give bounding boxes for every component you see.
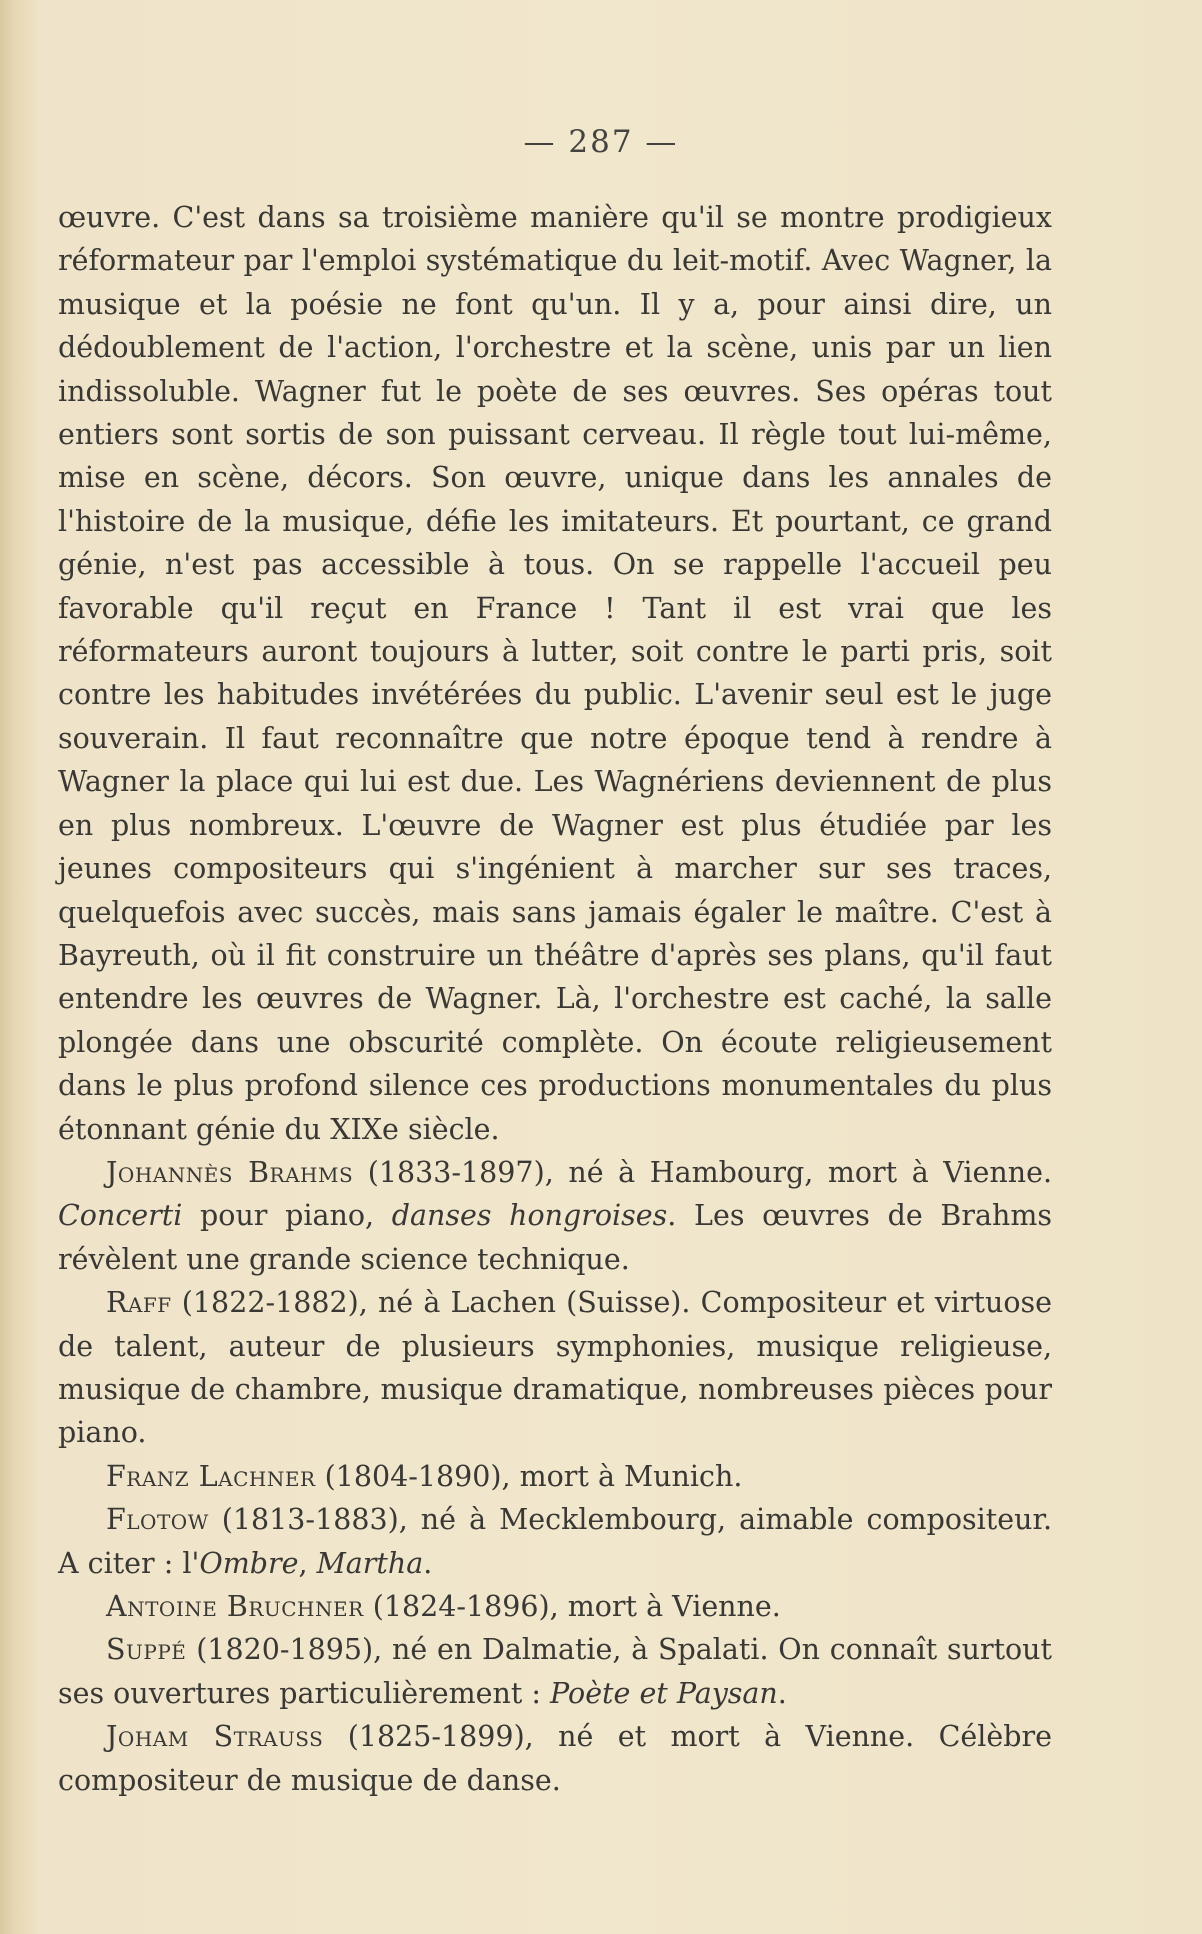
entry-strauss	[58, 1715, 1052, 1802]
work-title: Martha	[316, 1546, 424, 1580]
work-title: Concerti	[58, 1199, 183, 1233]
entry-text: (1822-1882), né à Lachen (Suisse). Compositeur et virtuose de talent, auteur de plusieurs symphonies, musique religieuse, musique de chambre, musique dramatique, nombreuses pièces pour piano.	[58, 1286, 1052, 1450]
work-title: danses hongroises	[391, 1199, 668, 1233]
entry-text: .	[777, 1676, 787, 1710]
entry-text: .	[423, 1546, 433, 1580]
entry-text: . Les œuvres de Brahms révèlent une grande science technique.	[58, 1199, 1052, 1276]
entry-lachner	[58, 1455, 1052, 1498]
entry-text: ,	[298, 1546, 317, 1580]
entry-text: (1804-1890), mort à Munich.	[315, 1459, 743, 1493]
paragraph-wagner-continuation: œuvre. C'est dans sa troisième manière qu'il se montre prodigieux réformateur par l'emploi systématique du leit-motif. Avec Wagner, la musique et la poésie ne font qu'un. Il y a, pour ainsi dire, un dédoublement de l'action, l'orchestre et la scène, unis par un lien indissoluble. Wagner fut le poète de ses œuvres. Ses opéras tout entiers sont sortis de son puissant cerveau. Il règle tout lui-même, mise en scène, décors. Son œuvre, unique dans les annales de l'histoire de la musique, défie les imitateurs. Et pourtant, ce grand génie, n'est pas accessible à tous. On se rappelle l'accueil peu favorable qu'il reçut en France ! Tant il est vrai que les réformateurs auront toujours à lutter, soit contre le parti pris, soit contre les habitudes invétérées du public. L'avenir seul est le juge souverain. Il faut reconnaître que notre époque tend à rendre à Wagner la place qui lui est due. Les Wagnériens deviennent de plus en plus nombreux. L'œuvre de Wagner est plus étudiée par les jeunes compositeurs qui s'ingénient à marcher sur ses traces, quelquefois avec succès, mais sans jamais égaler le maître. C'est à Bayreuth, où il fit construire un théâtre d'après ses plans, qu'il faut entendre les œuvres de Wagner. Là, l'orchestre est caché, la salle plongée dans une obscurité complète. On écoute religieusement dans le plus profond silence ces productions monumentales du plus étonnant génie du XIXe siècle.	[58, 201, 1052, 1146]
page-body	[58, 196, 1052, 1802]
composer-name-flotow: Flotow	[106, 1503, 209, 1537]
entry-text: (1824-1896), mort à Vienne.	[363, 1590, 781, 1623]
composer-name-brahms: Johannès Brahms	[106, 1155, 354, 1189]
entry-suppe	[58, 1628, 1052, 1715]
composer-name-suppe: Suppé	[106, 1633, 187, 1667]
composer-name-strauss: Joham Strauss	[106, 1720, 324, 1754]
entry-brahms	[58, 1151, 1052, 1281]
page-number: — 287 —	[523, 124, 679, 160]
composer-name-raff: Raff	[106, 1286, 172, 1320]
entry-flotow	[58, 1498, 1052, 1585]
composer-name-bruchner: Antoine Bruchner	[106, 1590, 364, 1623]
work-title: Poète et Paysan	[550, 1676, 778, 1710]
entry-raff	[58, 1281, 1052, 1455]
entry-text: (1833-1897), né à Hambourg, mort à Vienne.	[353, 1155, 1052, 1189]
entry-text: (1813-1883), né à Mecklembourg, aimable compositeur. A citer : l'	[58, 1503, 1052, 1580]
entry-text: (1820-1895), né en Dalmatie, à Spalati. On connaît surtout ses ouvertures particulièrement :	[58, 1633, 1052, 1710]
composer-name-lachner: Franz Lachner	[106, 1459, 316, 1493]
entry-text: (1825-1899), né et mort à Vienne. Célèbre compositeur de musique de danse.	[58, 1720, 1052, 1797]
entry-text: pour piano,	[182, 1199, 392, 1233]
entry-bruchner	[58, 1585, 1052, 1628]
work-title: Ombre	[199, 1546, 299, 1580]
